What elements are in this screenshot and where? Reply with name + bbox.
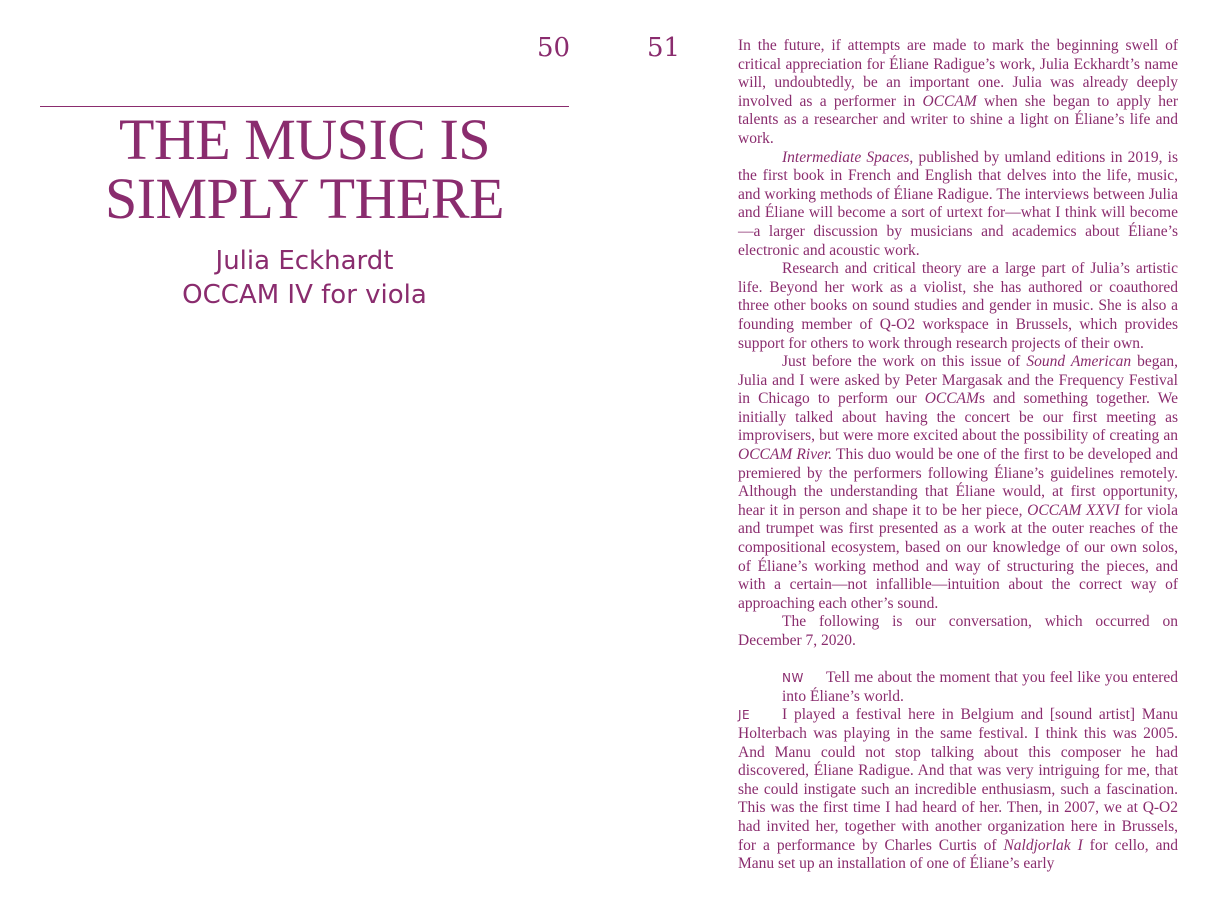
text-run: This duo would be one of the first to be developed and premiered by the performers following Éliane’s guidelines remotely. Although the understanding that Éliane would, at first opportunity, hear it in person and shape it to be her piece, [738, 446, 1178, 519]
italic-run: OCCAM [924, 390, 979, 408]
book-title: Intermediate Spaces [782, 148, 910, 166]
article-subtitle [40, 244, 569, 312]
interview-question-1 [738, 669, 1178, 706]
text-run: The following is our conversation, which occurred on December 7, 2020. [738, 613, 1178, 649]
answer-text: for cello, and Manu set up an installation of one of Éliane’s early [738, 836, 1178, 873]
text-run: began, Julia and I were asked by Peter Margasak and the Frequency Festival in Chicago to perform our [738, 353, 1178, 408]
answer-text: I played a festival here in Belgium and [sound artist] Manu Holterbach was playing in the same festival. I think this was 2005. And Manu could not stop talking about this composer he had discovered, Éliane Radigue. And that was very intriguing for me, that she could instigate such an incredible enthusiasm, such a fascination. This was the first time I had heard of her. Then, in 2007, we at Q-O2 had invited her, together with another organization here in Brussels, for a performance by Charles Curtis of [738, 706, 1178, 854]
italic-run: OCCAM XXVI [1027, 501, 1120, 519]
speaker-label-je: JE [738, 708, 751, 723]
text-run: , published by umland editions in 2019, is the first book in French and English that delves into the life, music, and working methods of Éliane Radigue. The interviews between Julia and Éliane will become a sort of urtext for—what I think will become—a larger discussion by musicians and academics about Éliane’s electronic and acoustic work. [738, 148, 1178, 259]
text-run: when she began to apply her talents as a researcher and writer to shine a light on Éliane’s life and work. [738, 92, 1178, 147]
interview-answer-1 [738, 706, 1178, 873]
work-title: OCCAM IV for viola [182, 280, 427, 310]
paragraph-3 [738, 260, 1178, 353]
text-run: Research and critical theory are a large part of Julia’s artistic life. Beyond her work as a violist, she has authored or coauthored three other books on sound studies and gender in music. She is also a founding member of Q-O2 workspace in Brussels, which provides support for others to work through research projects of their own. [738, 260, 1178, 352]
body-text [738, 37, 1178, 874]
italic-run: Sound American [1026, 353, 1132, 371]
text-run: Just before the work on this issue of [782, 353, 1027, 371]
page-number-left: 50 [537, 33, 571, 63]
title-line-2: SIMPLY THERE [104, 166, 505, 231]
page-number-right: 51 [647, 33, 681, 63]
paragraph-1 [738, 37, 1178, 149]
text-run: s and something together. We initially talked about having the concert be our first meeting as improvisers, but were more excited about the possibility of creating an [738, 390, 1178, 445]
author-name: Julia Eckhardt [215, 246, 394, 276]
italic-run: Naldjorlak I [1003, 836, 1083, 854]
paragraph-5 [738, 613, 1178, 650]
italic-run: OCCAM River. [738, 446, 833, 464]
paragraph-4 [738, 353, 1178, 613]
text-run: In the future, if attempts are made to mark the beginning swell of critical appreciation for Éliane Radigue’s work, Julia Eckhardt’s name will, undoubtedly, be an important one. Julia was already deeply involved as a performer in [738, 37, 1178, 110]
title-line-1: THE MUSIC IS [118, 107, 491, 172]
article-title [40, 107, 569, 231]
italic-run: OCCAM [922, 92, 977, 110]
question-text: Tell me about the moment that you feel like you entered into Éliane’s world. [782, 669, 1178, 705]
paragraph-2 [738, 149, 1178, 261]
text-run: for viola and trumpet was first presented as a work at the outer reaches of the compositional ecosystem, based on our knowledge of our own solos, of Éliane’s working method and way of structuring the pieces, and with a certain—not infallible—intuition about the correct way of approaching each other’s sound. [738, 501, 1178, 612]
speaker-label-nw: NW [782, 671, 804, 686]
